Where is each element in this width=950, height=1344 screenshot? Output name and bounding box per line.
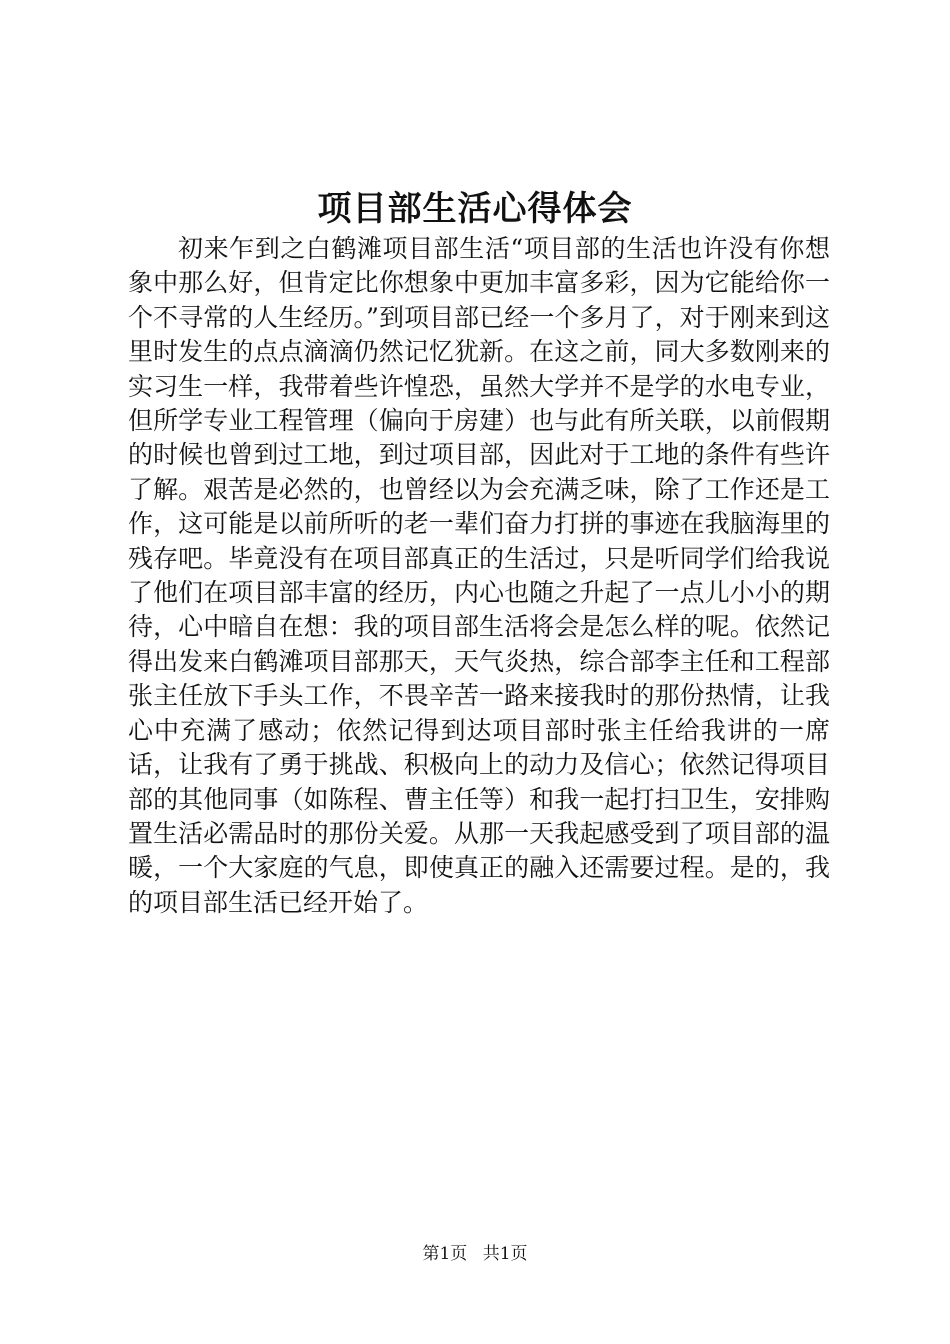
document-title: 项目部生活心得体会	[317, 189, 633, 229]
document-body-paragraph: 初来乍到之白鹤滩项目部生活“项目部的生活也许没有你想象中那么好，但肯定比你想象中更加丰富多彩，因为它能给你一个不寻常的人生经历。”到项目部已经一个多月了，对于刚来到这里时发生的点点滴滴仍然记忆犹新。在这之前，同大多数刚来的实习生一样，我带着些许惶恐，虽然大学并不是学的水电专业，但所学专业工程管理（偏向于房建）也与此有所关联，以前假期的时候也曾到过工地，到过项目部，因此对于工地的条件有些许了解。艰苦是必然的，也曾经以为会充满乏味，除了工作还是工作，这可能是以前所听的老一辈们奋力打拼的事迹在我脑海里的残存吧。毕竟没有在项目部真正的生活过，只是听同学们给我说了他们在项目部丰富的经历，内心也随之升起了一点儿小小的期待，心中暗自在想：我的项目部生活将会是怎么样的呢。依然记得出发来白鹤滩项目部那天，天气炎热，综合部李主任和工程部张主任放下手头工作，不畏辛苦一路来接我时的那份热情，让我心中充满了感动；依然记得到达项目部时张主任给我讲的一席话，让我有了勇于挑战、积极向上的动力及信心；依然记得项目部的其他同事（如陈程、曹主任等）和我一起打扫卫生，安排购置生活必需品时的那份关爱。从那一天我起感受到了项目部的温暖，一个大家庭的气息，即使真正的融入还需要过程。是的，我的项目部生活已经开始了。	[128, 234, 830, 917]
page-footer	[0, 1242, 950, 1266]
page-number: 第1页	[422, 1244, 468, 1264]
page-total: 共1页	[482, 1244, 528, 1264]
